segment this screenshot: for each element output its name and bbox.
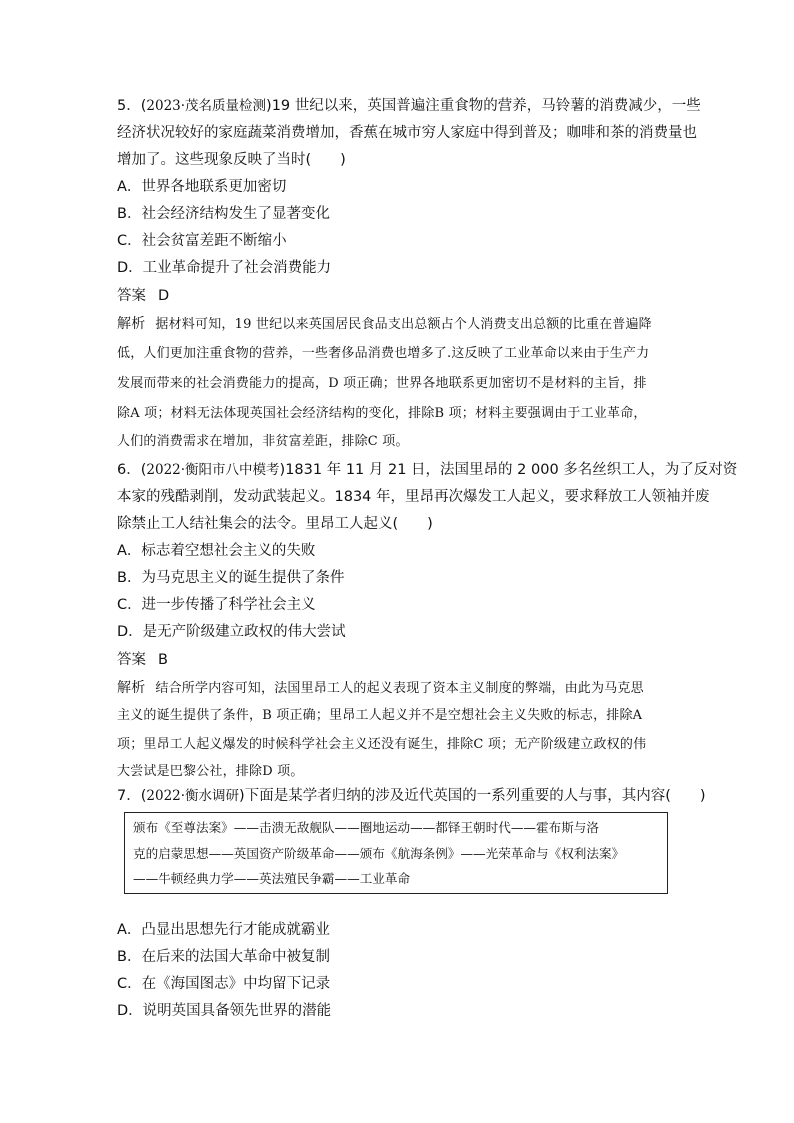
q7-option-b: B．在后来的法国大革命中被复制 xyxy=(117,949,330,965)
q6-answer xyxy=(117,650,168,670)
q5-stem-line1 xyxy=(117,96,701,116)
q6-stem-text: )1831 年 11 月 21 日，法国里昂的 2 000 多名丝织工人，为了反对资 xyxy=(279,462,738,478)
q6-stem-line3: 除禁止工人结社集会的法令。里昂工人起义( ) xyxy=(117,516,433,532)
q6-option-b: B．为马克思主义的诞生提供了条件 xyxy=(117,570,345,586)
q6-option-d: D．是无产阶级建立政权的伟大尝试 xyxy=(117,624,346,640)
q6-number: 6．( xyxy=(117,462,147,478)
q5-option-d: D．工业革命提升了社会消费能力 xyxy=(117,260,332,276)
q6-analysis-line2: 主义的诞生提供了条件，B 项正确；里昂工人起义并不是空想社会主义失败的标志，排除A xyxy=(117,708,643,723)
q5-analysis-line4: 除A 项；材料无法体现英国社会经济结构的变化，排除B 项；材料主要强调由于工业革命， xyxy=(117,406,647,421)
q5-stem-line3: 增加了。这些现象反映了当时( ) xyxy=(117,152,346,168)
q7-material-line1: 颁布《至尊法案》——击溃无敌舰队——圈地运动——都铎王朝时代——霍布斯与洛 xyxy=(133,820,599,835)
answer-label: 答案 xyxy=(117,288,146,304)
q5-stem-text: )19 世纪以来，英国普遍注重食物的营养，马铃薯的消费减少，一些 xyxy=(266,98,701,114)
q5-number: 5．( xyxy=(117,98,147,114)
q7-material-line2: 克的启蒙思想——英国资产阶级革命——颁布《航海条例》——光荣革命与《权利法案》 xyxy=(133,846,625,861)
q5-stem-line2: 经济状况较好的家庭蔬菜消费增加，香蕉在城市穷人家庭中得到普及；咖啡和茶的消费量也 xyxy=(117,125,697,141)
q5-source: 2023·茂名质量检测 xyxy=(146,98,267,114)
q5-analysis-line5: 人们的消费需求在增加，非贫富差距，排除C 项。 xyxy=(117,434,409,449)
q5-analysis-line3: 发展而带来的社会消费能力的提高，D 项正确；世界各地联系更加密切不是材料的主旨，排 xyxy=(117,376,647,391)
q7-option-a: A．凸显出思想先行才能成就霸业 xyxy=(117,922,330,938)
q6-source: 2022·衡阳市八中模考 xyxy=(146,462,280,478)
q6-option-c: C．进一步传播了科学社会主义 xyxy=(117,597,316,613)
q7-stem-text: )下面是某学者归纳的涉及近代英国的一系列重要的人与事，其内容( ) xyxy=(239,788,706,804)
answer-value: D xyxy=(158,288,170,304)
analysis-text: 结合所学内容可知，法国里昂工人的起义表现了资本主义制度的弊端，由此为马克思 xyxy=(155,681,644,696)
q7-source: 2022·衡水调研 xyxy=(146,788,240,804)
q5-answer xyxy=(117,286,169,306)
analysis-label: 解析 xyxy=(117,316,146,332)
q6-analysis-line1 xyxy=(117,678,644,699)
q7-stem-line1 xyxy=(117,786,706,806)
q7-option-c: C．在《海国图志》中均留下记录 xyxy=(117,976,331,992)
q5-option-b: B．社会经济结构发生了显著变化 xyxy=(117,206,330,222)
q6-stem-line2: 本家的残酷剥削，发动武装起义。1834 年，里昂再次爆发工人起义，要求释放工人领袖并废 xyxy=(117,489,710,505)
q5-option-c: C．社会贫富差距不断缩小 xyxy=(117,233,287,249)
q6-analysis-line4: 大尝试是巴黎公社，排除D 项。 xyxy=(117,764,304,779)
q5-analysis-line1 xyxy=(117,314,652,335)
answer-value: B xyxy=(158,652,168,668)
q7-material-box xyxy=(124,812,668,894)
q6-analysis-line3: 项；里昂工人起义爆发的时候科学社会主义还没有诞生，排除C 项；无产阶级建立政权的伟 xyxy=(117,737,647,752)
q6-stem-line1 xyxy=(117,460,737,480)
q7-number: 7．( xyxy=(117,788,147,804)
q5-analysis-line2: 低，人们更加注重食物的营养，一些奢侈品消费也增多了.这反映了工业革命以来由于生产力 xyxy=(117,346,650,361)
q7-option-d: D．说明英国具备领先世界的潜能 xyxy=(117,1003,332,1019)
q5-option-a: A．世界各地联系更加密切 xyxy=(117,179,287,195)
q6-option-a: A．标志着空想社会主义的失败 xyxy=(117,543,316,559)
analysis-text: 据材料可知，19 世纪以来英国居民食品支出总额占个人消费支出总额的比重在普遍降 xyxy=(155,317,652,332)
analysis-label: 解析 xyxy=(117,680,146,696)
q7-material-line3: ——牛顿经典力学——英法殖民争霸——工业革命 xyxy=(133,871,411,886)
answer-label: 答案 xyxy=(117,652,146,668)
